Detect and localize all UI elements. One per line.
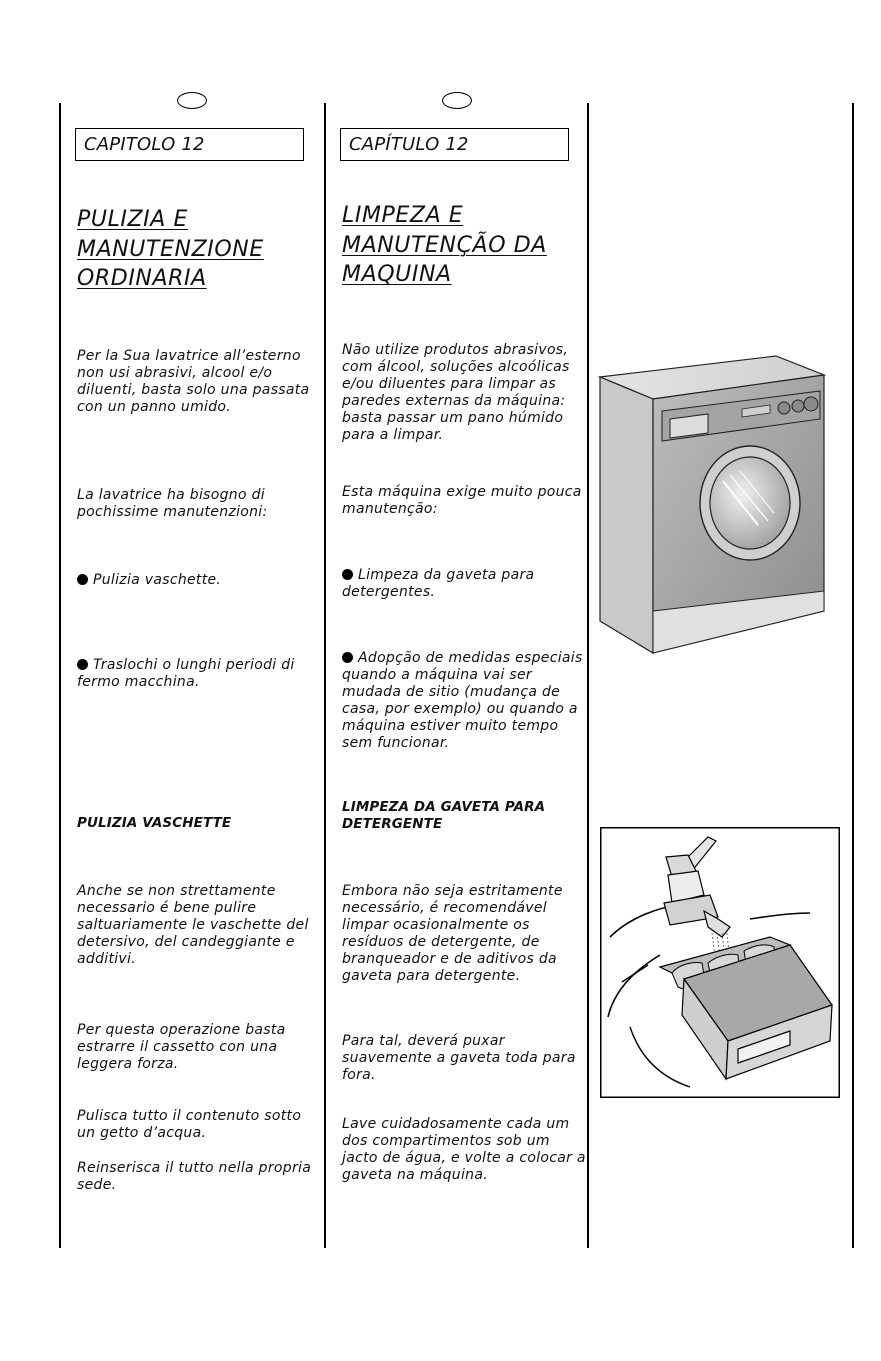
bullet-item: Limpeza da gaveta para detergentes.: [342, 567, 535, 600]
chapter-heading-box: [340, 128, 569, 161]
chapter-heading: CAPÍTULO 12: [349, 134, 469, 155]
bullet-dot-icon: [77, 574, 88, 585]
column-divider: [59, 103, 61, 1248]
column-divider: [852, 103, 854, 1248]
subheading: LIMPEZA DA GAVETA PARA DETERGENTE: [342, 799, 546, 832]
title-line: MANUTENZIONE: [77, 236, 264, 262]
paragraph: Lave cuidadosamente cada um dos compartimentos sob um jacto de água, e volte a colocar a gaveta na máquina.: [342, 1116, 586, 1183]
paragraph: Per questa operazione basta estrarre il cassetto con una leggera forza.: [77, 1022, 286, 1072]
bullet-dot-icon: [342, 652, 353, 663]
title-line: PULIZIA E: [77, 207, 189, 232]
title-line: LIMPEZA E: [342, 203, 464, 228]
bullet-dot-icon: [77, 659, 88, 670]
chapter-heading-box: [75, 128, 304, 161]
paragraph: Para tal, deverá puxar suavemente a gaveta toda para fora.: [342, 1033, 576, 1083]
subheading: PULIZIA VASCHETTE: [77, 815, 232, 831]
title-line: MAQUINA: [342, 262, 452, 287]
paragraph: La lavatrice ha bisogno di pochissime manutenzioni:: [77, 487, 268, 520]
section-title: [77, 205, 264, 294]
section-title: [342, 201, 547, 290]
bullet-item: Adopção de medidas especiais quando a máquina vai ser mudada de sitio (mudança de casa, por exemplo) ou quando a máquina estiver muito tempo sem funcionar.: [342, 650, 583, 751]
washing-machine-illustration: [598, 353, 834, 655]
title-line: MANUTENÇÃO DA: [342, 232, 547, 258]
language-marker-oval: [442, 92, 472, 109]
bullet-dot-icon: [342, 569, 353, 580]
language-marker-oval: [177, 92, 207, 109]
column-divider: [587, 103, 589, 1248]
paragraph: Reinserisca il tutto nella propria sede.: [77, 1160, 312, 1193]
paragraph: Per la Sua lavatrice all’esterno non usi abrasivi, alcool e/o diluenti, basta solo una passata con un panno umido.: [77, 348, 310, 415]
paragraph: Anche se non strettamente necessario é bene pulire saltuariamente le vaschette del detersivo, del candeggiante e additivi.: [77, 883, 309, 967]
detergent-drawer-under-tap-illustration: [600, 827, 840, 1099]
paragraph: Não utilize produtos abrasivos, com álcool, soluções alcoólicas e/ou diluentes para limpar as paredes externas da máquina: basta passar um pano húmido para a limpar.: [342, 342, 570, 443]
bullet-item: Traslochi o lunghi periodi di fermo macchina.: [77, 657, 295, 690]
column-divider: [324, 103, 326, 1248]
chapter-heading: CAPITOLO 12: [84, 134, 205, 155]
bullet-item: Pulizia vaschette.: [77, 572, 317, 589]
paragraph: Esta máquina exige muito pouca manutenção:: [342, 484, 582, 517]
paragraph: Embora não seja estritamente necessário, é recomendável limpar ocasionalmente os resíduos de detergente, de branqueador e de aditivos da gaveta para detergente.: [342, 883, 563, 984]
title-line: ORDINARIA: [77, 266, 207, 291]
paragraph: Pulisca tutto il contenuto sotto un getto d’acqua.: [77, 1108, 302, 1141]
